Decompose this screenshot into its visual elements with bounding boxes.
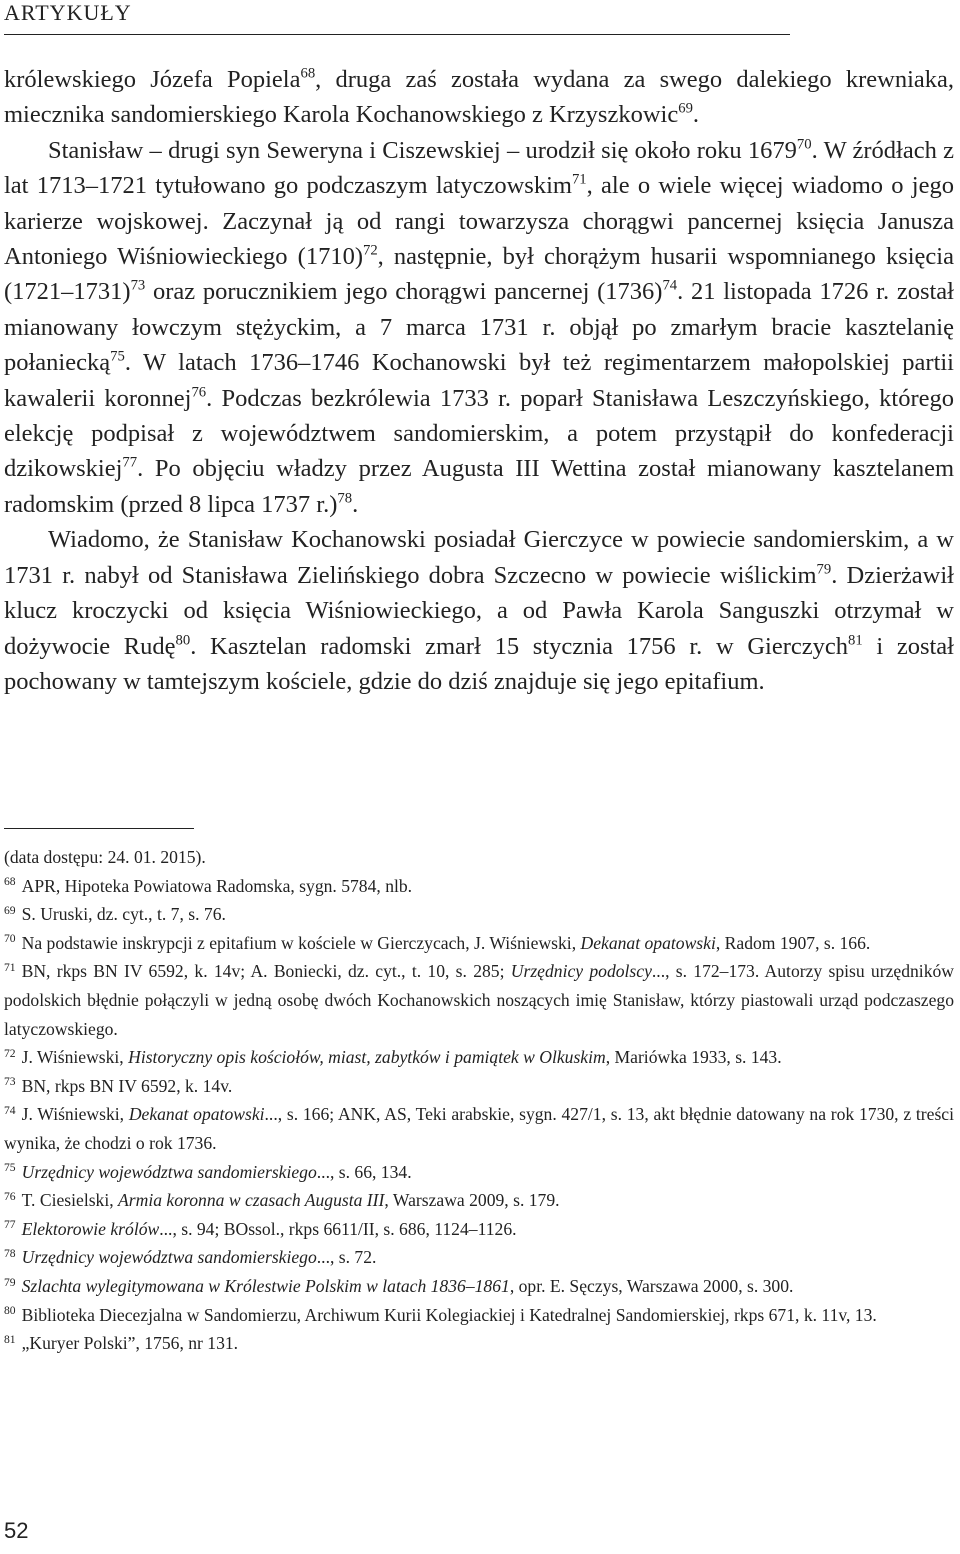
text-run: Wiadomo, że Stanisław Kochanowski posiadał Gierczyce w powiecie sandomierskim, a w 1731 r. nabył od Stanisława Zielińskiego dobra Szczecno w powiecie wiślickim [4,526,954,589]
footnote-ref: 81 [848,631,863,648]
footnote [4,872,954,901]
main-text [4,62,954,699]
footnote [4,1072,954,1101]
footnote-number: 74 [4,1103,16,1117]
footnote [4,1329,954,1358]
text-run: oraz porucznikiem jego chorągwi pancernej (1736) [145,278,663,306]
footnote-number: 80 [4,1304,16,1318]
footnote-ref: 73 [130,277,146,294]
footnote-number: 72 [4,1046,16,1060]
text-run: S. Uruski, dz. cyt., t. 7, s. 76. [21,904,226,925]
footnote-number: 81 [4,1332,16,1346]
footnote [4,1100,954,1157]
footnote-ref: 69 [678,100,693,117]
italic-title: Dekanat opatowski [128,1104,265,1125]
text-run: , druga zaś została wydana za swego dalekiego krewniaka, miecznika sandomierskiego Karola Kochanowskiego z Krzyszkowic [4,66,954,129]
paragraph [4,62,954,133]
footnote-number: 71 [4,961,16,974]
text-run: i został pochowany w tamtejszym kościele, gdzie do dziś znajduje się jego epitafium. [4,632,954,695]
text-run: . [692,101,700,129]
text-run: Stanisław – drugi syn Seweryna i Ciszewskiej – urodził się około roku 1679 [48,136,797,164]
text-run: , Radom 1907, s. 166. [715,932,871,953]
footnotes [4,843,954,1358]
text-run: , opr. E. Sęczys, Warszawa 2000, s. 300. [509,1275,794,1296]
text-run: . W latach 1736–1746 Kochanowski był też regimentarzem małopolskiej partii kawalerii koronnej [4,349,954,412]
text-run: APR, Hipoteka Powiatowa Radomska, sygn. 5784, nlb. [21,875,413,896]
text-run: J. Wiśniewski, [21,1047,129,1068]
text-run: . Kasztelan radomski zmarł 15 stycznia 1756 r. w Gierczych [190,632,848,660]
footnote-ref: 80 [175,631,191,648]
footnote-number: 70 [4,932,16,946]
footnote-ref: 77 [122,454,138,471]
footnote [4,957,954,1043]
footnote-number: 78 [4,1246,16,1260]
text-run: , ale o wiele więcej wiadomo o jego karierze wojskowej. Zaczynał ją od rangi towarzysza chorągwi pancernej księcia Janusza Antoniego Wiśniowieckiego (1710) [4,172,954,271]
text-run: BN, rkps BN IV 6592, k. 14v; A. Boniecki, dz. cyt., t. 10, s. 285; [21,961,511,982]
footnote-ref: 70 [796,136,812,153]
italic-title: Urzędnicy podolscy [510,961,652,982]
page-number: 52 [4,1518,29,1543]
text-run: „Kuryer Polski”, 1756, nr 131. [21,1333,239,1354]
text-run: ..., s. 66, 134. [316,1161,412,1182]
footnote-number: 77 [4,1218,16,1232]
paragraph [4,522,954,699]
footnote-ref: 75 [110,348,125,365]
footnote [4,1186,954,1215]
text-run: ..., s. 172–173. Autorzy spisu urzędników podolskich błędnie połączyli w jedną osobę dwóch Kochanowskich noszących imię Stanisław, którzy piastowali urząd podczaszego latyczowskiego. [4,961,954,1039]
text-run: ..., s. 72. [316,1247,377,1268]
italic-title: Dekanat opatowski [580,932,716,953]
text-run: J. Wiśniewski, [21,1104,129,1125]
text-run: , Warszawa 2009, s. 179. [384,1190,560,1211]
running-head: ARTYKUŁY [4,0,132,25]
footnote-ref: 72 [362,242,378,259]
footnote [4,1215,954,1244]
text-run: Biblioteka Diecezjalna w Sandomierzu, Archiwum Kurii Kolegiackiej i Katedralnej Sandomierskiej, rkps 671, k. 11v, 13. [21,1304,877,1325]
paragraph [4,133,954,522]
italic-title: Armia koronna w czasach Augusta III [118,1190,385,1211]
footnote-number: 73 [4,1075,16,1089]
text-run: . [352,490,359,518]
text-run: , Mariówka 1933, s. 143. [605,1047,782,1068]
footnote [4,1272,954,1301]
footnote-ref: 74 [662,277,678,294]
italic-title: Szlachta wylegitymowana w Królestwie Polskim w latach 1836–1861 [21,1275,510,1296]
text-run: . W źródłach z lat 1713–1721 tytułowano go podczaszym latyczowskim [4,136,955,200]
text-run: Na podstawie inskrypcji z epitafium w kościele w Gierczycach, J. Wiśniewski, [21,932,581,953]
footnote [4,1158,954,1187]
text-run: . Dzierżawił klucz kroczycki od księcia Wiśniowieckiego, a od Pawła Karola Sanguszki otrzymał w dożywocie Rudę [4,561,954,660]
footnote-number: 69 [4,903,16,917]
footnote-number: 75 [4,1161,16,1175]
text-run: królewskiego Józefa Popiela [4,66,301,93]
footnote [4,1043,954,1072]
text-run: ..., s. 94; BOssol., rkps 6611/II, s. 686, 1124–1126. [159,1218,517,1239]
text-run: BN, rkps BN IV 6592, k. 14v. [21,1075,233,1096]
footnote [4,1301,954,1330]
footnote-number: 76 [4,1189,16,1203]
text-run: , następnie, był chorążym husarii wspomnianego księcia (1721–1731) [4,243,954,306]
footnote [4,929,954,958]
text-run: T. Ciesielski, [21,1190,119,1211]
text-run: . 21 listopada 1726 r. został mianowany łowczym stężyckim, a 7 marca 1731 r. objął po zmarłym bracie kasztelanię połaniecką [4,278,954,377]
footnote [4,900,954,929]
text-run: ..., s. 166; ANK, AS, Teki arabskie, sygn. 427/1, s. 13, akt błędnie datowany na rok 1730, z treści wynika, że chodzi o rok 1736. [4,1104,954,1153]
italic-title: Historyczny opis kościołów, miast, zabytków i pamiątek w Olkuskim [128,1047,606,1068]
footnote-ref: 71 [571,171,587,188]
footnote-ref: 79 [816,561,832,578]
italic-title: Urzędnicy województwa sandomierskiego [21,1247,317,1268]
text-run: . Po objęciu władzy przez Augusta III Wettina został mianowany kasztelanem radomskim (przed 8 lipca 1737 r.) [4,455,954,518]
header-rule [4,34,790,35]
footnote-number: 79 [4,1275,16,1289]
italic-title: Elektorowie królów [21,1218,160,1239]
footnote-separator [4,828,194,829]
text-run: . Podczas bezkrólewia 1733 r. poparł Stanisława Leszczyńskiego, którego elekcję podpisał z województwem sandomierskim, a potem przystąpił do konfederacji dzikowskiej [4,384,954,483]
footnote-ref: 68 [300,65,316,82]
italic-title: Urzędnicy województwa sandomierskiego [21,1161,317,1182]
text-run: (data dostępu: 24. 01. 2015). [4,847,206,867]
footnote-ref: 78 [337,490,353,507]
footnote-ref: 76 [191,384,207,401]
footnote [4,1243,954,1272]
footnote-number: 68 [4,875,16,889]
footnote [4,843,954,872]
